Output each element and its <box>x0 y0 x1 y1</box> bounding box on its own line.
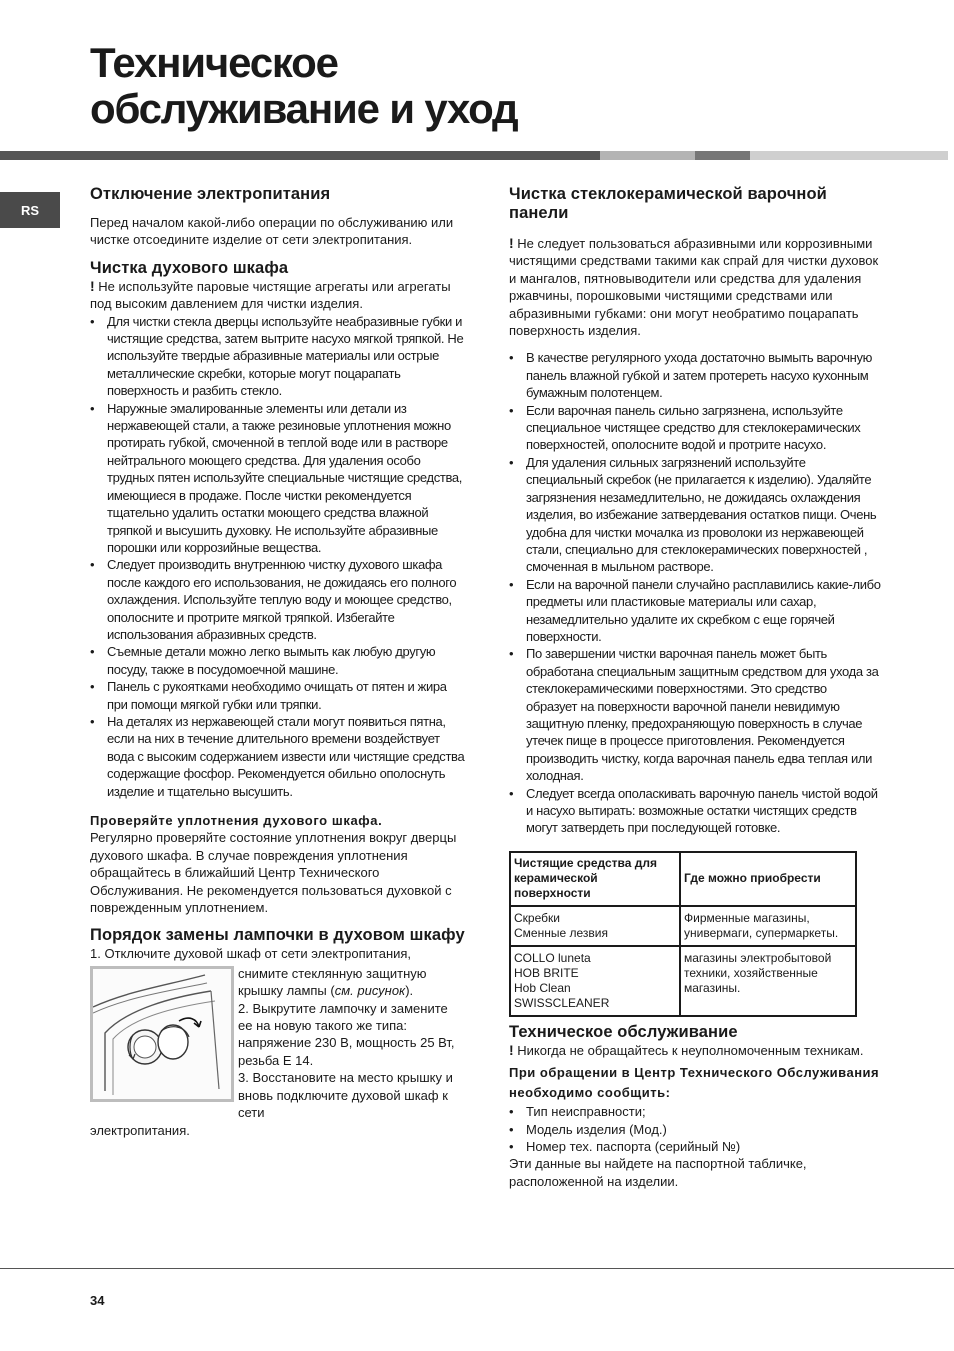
product-name: COLLO luneta <box>514 950 591 965</box>
table-cell-products <box>510 906 680 946</box>
section-heading: Отключение электропитания <box>90 185 331 203</box>
table-header-cell: Где можно приобрести <box>680 852 856 906</box>
lamp-replacement-figure <box>90 966 234 1102</box>
language-tab: RS <box>0 192 60 228</box>
header-bar-segment <box>0 151 600 160</box>
table-header-row <box>510 852 856 906</box>
product-name: SWISSCLEANER <box>514 995 610 1010</box>
list-item: • Для чистки стекла дверцы используйте неабразивные губки и чистящие средства, затем вытрите насухо мягкой тряпкой. Не используйте твердые абразивные материалы или острые металлические скребки, которые могут поцарапать поверхность и разбить стекло. <box>90 313 465 400</box>
section-heading: Чистка духового шкафа <box>90 258 289 277</box>
warning-paragraph <box>509 235 881 339</box>
section-seals <box>90 812 465 916</box>
list-item: • Если варочная панель сильно загрязнена, используйте специальное чистящее средство для стеклокерамических поверхностей, ополосните водой и протрите насухо. <box>509 402 881 454</box>
page-title-line-2: обслуживание и уход <box>90 85 518 132</box>
list-item: • Следует всегда ополаскивать варочную панель чистой водой и насухо вытирать: возможные остатки чистящих средств могут затвердеть при последующей готовке. <box>509 785 881 837</box>
page-title-line-1: Техническое <box>90 39 338 86</box>
bullet-list <box>90 313 465 800</box>
section-heading: Чистка стеклокерамической варочной панели <box>509 185 827 222</box>
footer-divider <box>0 1268 954 1269</box>
lamp-figure-area <box>90 965 465 1122</box>
list-item: • Наружные эмалированные элементы или детали из нержавеющей стали, а также резиновые уплотнения можно протирать губкой, смоченной в теплой воде или в растворе нейтрального моющего средства. Для удаления особо трудных пятен используйте специальные чистящие средства, имеющиеся в продаже. После чистки рекомендуется тщательно удалить остатки моющего средства влажной тряпкой и высушить духовку. Не используйте абразивные порошки или коррозийные вещества. <box>90 400 465 557</box>
table-row <box>510 906 856 946</box>
paragraph: Регулярно проверяйте состояние уплотнения вокруг дверцы духового шкафа. В случае повреждения уплотнения обращайтесь в ближайший Центр Технического Обслуживания. Не рекомендуется пользоваться духовкой с поврежденным уплотнением. <box>90 830 457 916</box>
bullet-list <box>509 1103 881 1155</box>
bold-notice: При обращении в Центр Технического Обслуживания необходимо сообщить: <box>509 1065 880 1101</box>
oven-lamp-illustration <box>93 969 231 1099</box>
section-oven-cleaning <box>90 259 465 800</box>
product-name: Hob Clean <box>514 980 571 995</box>
list-item: • На деталях из нержавеющей стали могут появиться пятна, если на них в течение длительного времени воздействует вода с высоким содержанием извести или чистящие средства содержащие фосфор. Рекомендуется обильно ополоснуть изделие и тщательно высушить. <box>90 713 465 800</box>
table-header-cell: Чистящие средства для керамической поверхности <box>510 852 680 906</box>
list-item: • Для удаления сильных загрязнений используйте специальный скребок (не прилагается к изделию). Удаляйте загрязнения незамедлительно, не дожидаясь охлаждения изделия, во избежание затвердевания остатков пищи. Очень удобна для чистки мочалка из проволоки из нержавеющей стали, специально для стеклокерамических поверхностей , смоченная в мыльном растворе. <box>509 454 881 576</box>
warning-icon: ! <box>509 1041 514 1058</box>
text-run: снимите стеклянную защитную крышку лампы ( <box>238 965 427 999</box>
subheading: Проверяйте уплотнения духового шкафа. <box>90 813 383 828</box>
section-lamp-replacement <box>90 926 465 1138</box>
bullet-list <box>509 349 881 836</box>
section-heading: Порядок замены лампочки в духовом шкафу <box>90 926 465 945</box>
table-cell-products <box>510 946 680 1016</box>
list-item: • Номер тех. паспорта (серийный №) <box>509 1138 881 1155</box>
right-column <box>509 185 881 1190</box>
warning-text: Никогда не обращайтесь к неуполномоченным техникам. <box>513 1042 864 1058</box>
header-color-bar <box>0 151 954 160</box>
product-name: Сменные лезвия <box>514 925 608 940</box>
header-bar-segment <box>750 151 948 160</box>
section-glass-ceramic <box>509 185 881 1017</box>
list-item: • Следует производить внутреннюю чистку духового шкафа после каждого его использования, не дожидаясь его полного охлаждения. Используйте теплую воду и моющее средство, ополосните и протрите мягкой тряпкой. Избегайте использования абразивных средств. <box>90 556 465 643</box>
lamp-step-2: 2. Выкрутите лампочку и замените ее на новую такого же типа: напряжение 230 В, мощность 25 Вт, резьба Е 14. <box>238 1000 455 1068</box>
list-item: • В качестве регулярного ухода достаточно вымыть варочную панель влажной губкой и затем протереть насухо кухонным бумажным полотенцем. <box>509 349 881 401</box>
table-cell-where: магазины электробытовой техники, хозяйственные магазины. <box>680 946 856 1016</box>
lamp-instructions <box>238 965 465 1122</box>
product-name: Скребки <box>514 910 560 925</box>
table-cell-where: Фирменные магазины, универмаги, супермаркеты. <box>680 906 856 946</box>
paragraph: Перед началом какой-либо операции по обслуживанию или чистке отсоедините изделие от сети электропитания. <box>90 215 454 248</box>
section-heading: Техническое обслуживание <box>509 1022 738 1041</box>
warning-paragraph <box>90 278 465 313</box>
left-column <box>90 185 465 1139</box>
list-item: • Панель с рукоятками необходимо очищать от пятен и жира при помощи мягкой губки или тряпки. <box>90 678 465 713</box>
warning-paragraph <box>509 1042 881 1059</box>
list-item: • Если на варочной панели случайно расплавились какие-либо предметы или пластиковые материалы или сахар, незамедлительно удалите их скребком с еще горячей поверхности. <box>509 576 881 646</box>
cleaning-products-table <box>509 851 857 1017</box>
paragraph: Эти данные вы найдете на паспортной табличке, расположенной на изделии. <box>509 1156 807 1189</box>
page-title <box>90 40 517 132</box>
lamp-step-1: 1. Отключите духовой шкаф от сети электропитания, <box>90 946 412 962</box>
section-service <box>509 1023 881 1190</box>
lamp-step-1-cont <box>238 965 465 1000</box>
warning-text: Не используйте паровые чистящие агрегаты или агрегаты под высоким давлением для чистки изделия. <box>90 278 451 312</box>
text-run: ). <box>405 983 414 999</box>
page-number: 34 <box>90 1293 105 1308</box>
section-power-off <box>90 185 465 249</box>
list-item: • Тип неисправности; <box>509 1103 881 1120</box>
list-item: • По завершении чистки варочная панель может быть обработана специальным защитным средством для ухода за стеклокерамическими поверхностями. Это средство образует на поверхности варочной панели невидимую защитную пленку, предохраняющую поверхность в случае утечек пище в процессе приготовления. Рекомендуется производить чистку, когда варочная панель едва теплая или холодная. <box>509 645 881 784</box>
lamp-step-3: 3. Восстановите на место крышку и вновь подключите духовой шкаф к сети <box>238 1070 453 1121</box>
header-bar-segment <box>600 151 695 160</box>
list-item: • Съемные детали можно легко вымыть как любую другую посуду, также в посудомоечной машине. <box>90 643 465 678</box>
warning-text: Не следует пользоваться абразивными или коррозивными чистящими средствами такими как спрай для чистки духовок и мангалов, пятновыводители или средства для удаления ржавчины, порошковыми чистящими средствами или абразивными губками: они могут необратимо поцарапать поверхность изделия. <box>509 236 879 339</box>
figure-reference: см. рисунок <box>334 983 406 999</box>
header-bar-segment <box>695 151 750 160</box>
warning-icon: ! <box>90 277 95 294</box>
lamp-step-3-tail: электропитания. <box>90 1122 190 1138</box>
table-row <box>510 946 856 1016</box>
list-item: • Модель изделия (Мод.) <box>509 1121 881 1138</box>
product-name: HOB BRITE <box>514 965 579 980</box>
warning-icon: ! <box>509 235 514 251</box>
